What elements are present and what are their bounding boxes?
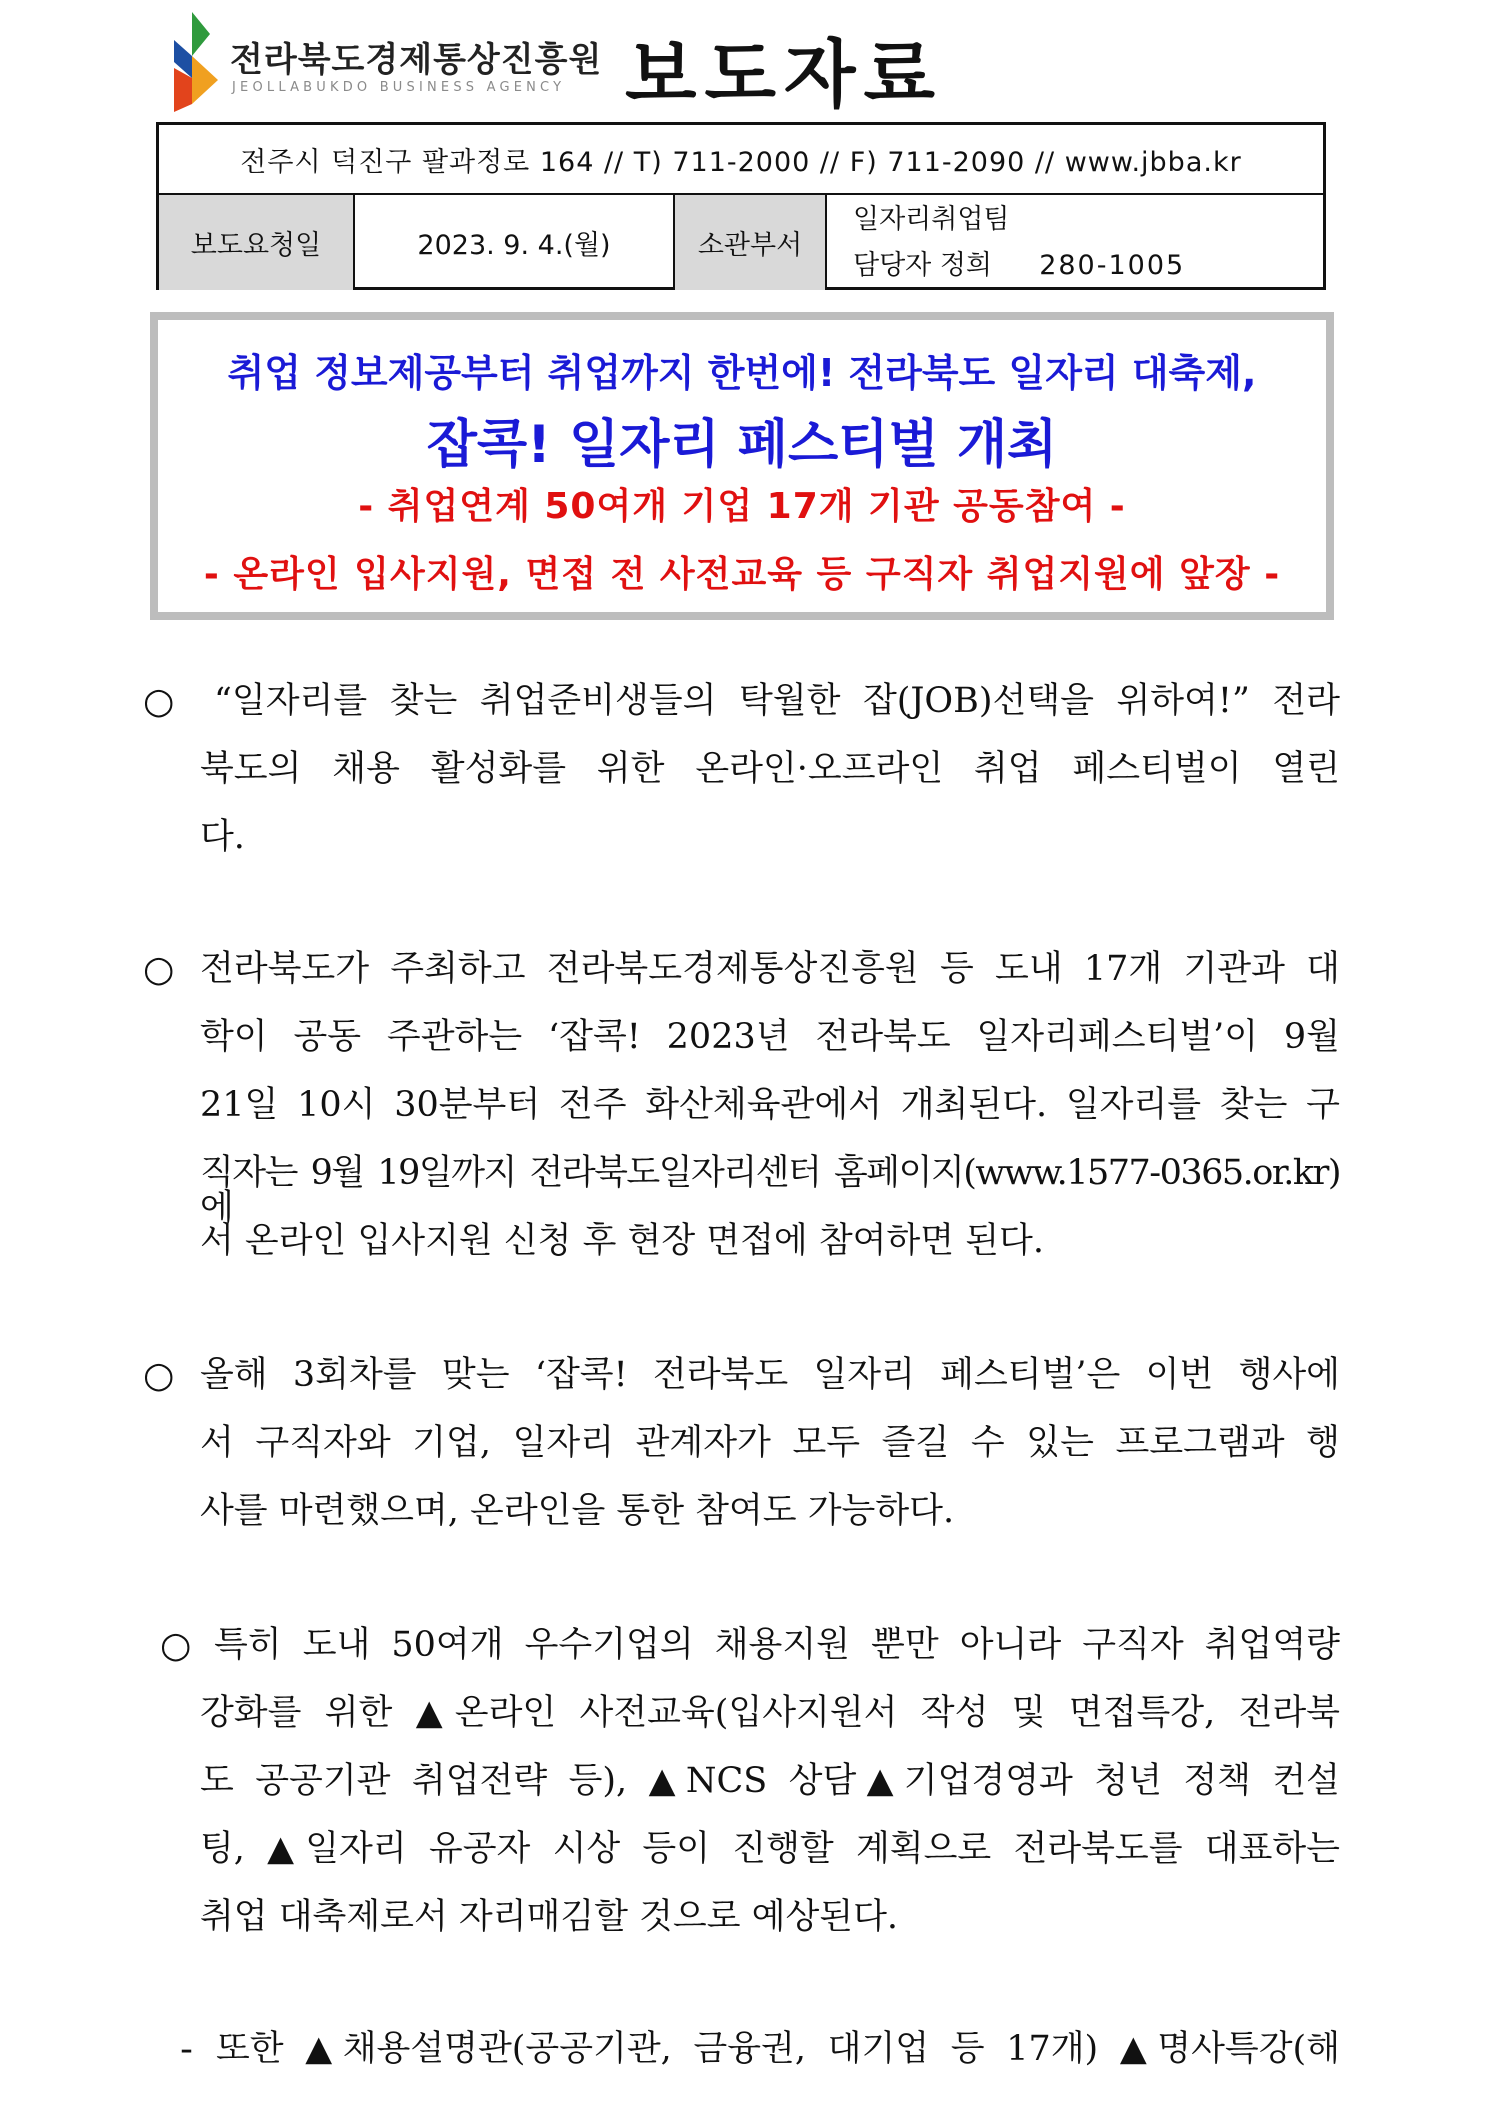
bullet-circle: ○ xyxy=(160,1625,192,1666)
department-label: 소관부서 xyxy=(675,195,827,290)
paragraph-line: 사를 마련했으며, 온라인을 통한 참여도 가능하다. xyxy=(200,1491,955,1531)
date-value: 2023. 9. 4.(월) xyxy=(355,195,675,290)
paragraph-line: 강화를 위한 ▲온라인 사전교육(입사지원서 작성 및 면접특강, 전라북 xyxy=(200,1693,1340,1733)
paragraph-line: 서 온라인 입사지원 신청 후 현장 면접에 참여하면 된다. xyxy=(200,1221,1044,1261)
bullet-circle: ○ xyxy=(143,1355,175,1396)
headline-subtitle-2: - 온라인 입사지원, 면접 전 사전교육 등 구직자 취업지원에 앞장 - xyxy=(203,554,1281,595)
organization-english-name: JEOLLABUKDO BUSINESS AGENCY xyxy=(232,80,566,95)
paragraph-line: 서 구직자와 기업, 일자리 관계자가 모두 즐길 수 있는 프로그램과 행 xyxy=(200,1423,1340,1463)
paragraph-line: 팅, ▲일자리 유공자 시상 등이 진행할 계획으로 전라북도를 대표하는 xyxy=(200,1829,1340,1869)
date-label: 보도요청일 xyxy=(159,195,355,290)
paragraph-line: 도 공공기관 취업전략 등), ▲NCS 상담▲기업경영과 청년 정책 컨설 xyxy=(200,1761,1340,1801)
headline-line-1: 취업 정보제공부터 취업까지 한번에! 전라북도 일자리 대축제, xyxy=(227,351,1257,395)
contact-phone: 280-1005 xyxy=(1039,249,1186,281)
headline-main-title: 잡콕! 일자리 페스티벌 개최 xyxy=(426,415,1058,475)
department-cell xyxy=(827,195,1323,290)
department-value: 일자리취업팀 xyxy=(853,203,1010,235)
paragraph-line: 특히 도내 50여개 우수기업의 채용지원 뿐만 아니라 구직자 취업역량 xyxy=(214,1625,1340,1665)
paragraph-line: 또한 ▲채용설명관(공공기관, 금융권, 대기업 등 17개) ▲명사특강(해 xyxy=(216,2029,1340,2069)
paragraph-line: 직자는 9월 19일까지 전라북도일자리센터 홈페이지(www.1577-0365.or.kr)에 xyxy=(200,1153,1340,1228)
paragraph-line: 취업 대축제로서 자리매김할 것으로 예상된다. xyxy=(200,1897,899,1937)
organization-name: 전라북도경제통상진흥원 xyxy=(230,40,603,80)
info-table xyxy=(156,122,1326,290)
contact-line xyxy=(853,243,1185,289)
contact-person: 담당자 정희 xyxy=(853,249,992,281)
bullet-dash: - xyxy=(180,2029,193,2070)
agency-logo-icon xyxy=(170,12,224,112)
document-header xyxy=(170,10,1340,120)
headline-box xyxy=(150,312,1334,620)
paragraph-line: 학이 공동 주관하는 ‘잡콕! 2023년 전라북도 일자리페스티벌’이 9월 xyxy=(200,1017,1340,1057)
paragraph-line: 21일 10시 30분부터 전주 화산체육관에서 개최된다. 일자리를 찾는 구 xyxy=(200,1085,1340,1125)
paragraph-line: 북도의 채용 활성화를 위한 온라인·오프라인 취업 페스티벌이 열린 xyxy=(200,749,1340,789)
paragraph-line: 다. xyxy=(200,817,245,857)
bullet-circle: ○ xyxy=(143,949,175,990)
headline-subtitle-1: - 취업연계 50여개 기업 17개 기관 공동참여 - xyxy=(358,486,1126,527)
document-title: 보도자료 xyxy=(625,32,943,118)
paragraph-line: “일자리를 찾는 취업준비생들의 탁월한 잡(JOB)선택을 위하여!” 전라 xyxy=(214,681,1340,721)
bullet-circle: ○ xyxy=(143,681,175,722)
paragraph-line: 전라북도가 주최하고 전라북도경제통상진흥원 등 도내 17개 기관과 대 xyxy=(200,949,1340,989)
paragraph-line: 올해 3회차를 맞는 ‘잡콕! 전라북도 일자리 페스티벌’은 이번 행사에 xyxy=(200,1355,1340,1395)
address-line: 전주시 덕진구 팔과정로 164 // T) 711-2000 // F) 711-2090 // www.jbba.kr xyxy=(159,125,1323,195)
